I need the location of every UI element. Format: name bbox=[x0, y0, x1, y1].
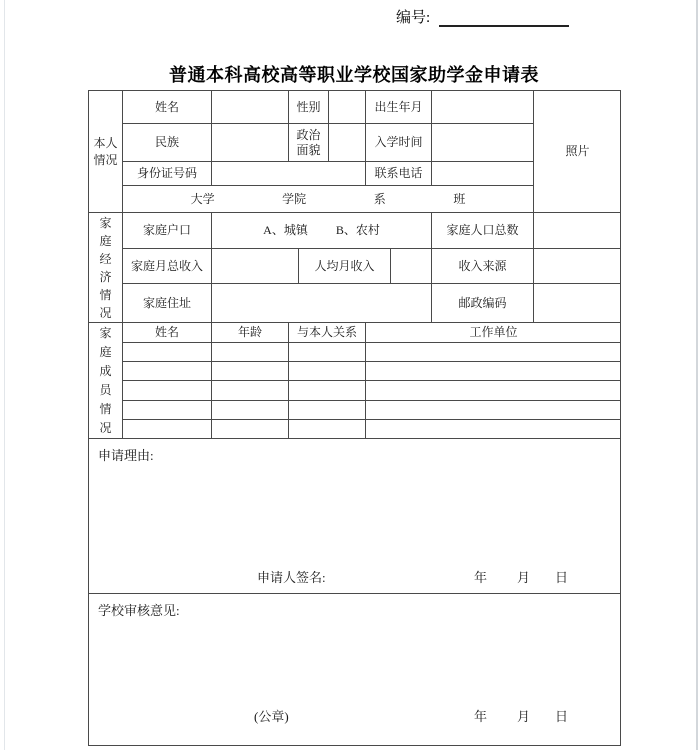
id-label-cell: 身份证号码 bbox=[123, 162, 212, 186]
member-row5-name-cell[interactable] bbox=[123, 420, 212, 439]
school-line-cell[interactable] bbox=[123, 186, 534, 213]
address-label-cell: 家庭住址 bbox=[123, 284, 212, 323]
member-row1-name-cell[interactable] bbox=[123, 343, 212, 362]
section-label-economy: 家庭经济情况 bbox=[89, 213, 123, 323]
population-input-cell[interactable] bbox=[534, 213, 621, 249]
member-row1-age-cell[interactable] bbox=[212, 343, 289, 362]
per-capita-input-cell[interactable] bbox=[391, 249, 432, 284]
member-row4-workplace-cell[interactable] bbox=[366, 401, 621, 420]
section-label-personal: 本人情况 bbox=[89, 91, 123, 213]
member-row4-age-cell[interactable] bbox=[212, 401, 289, 420]
member-row2-age-cell[interactable] bbox=[212, 362, 289, 381]
university-suffix: 大学 bbox=[190, 191, 215, 206]
gender-input-cell[interactable] bbox=[329, 91, 366, 124]
reason-section[interactable] bbox=[89, 439, 621, 594]
member-row3-age-cell[interactable] bbox=[212, 381, 289, 401]
signature-month-label: 月 bbox=[517, 570, 531, 585]
gender-label-cell: 性别 bbox=[289, 91, 329, 124]
ethnic-label-cell: 民族 bbox=[123, 124, 212, 162]
postcode-input-cell[interactable] bbox=[534, 284, 621, 323]
review-year-label: 年 bbox=[474, 709, 488, 724]
official-seal-label: (公章) bbox=[254, 709, 289, 724]
monthly-income-input-cell[interactable] bbox=[212, 249, 299, 284]
member-row2-workplace-cell[interactable] bbox=[366, 362, 621, 381]
member-header-relation: 与本人关系 bbox=[289, 323, 366, 343]
member-row5-age-cell[interactable] bbox=[212, 420, 289, 439]
member-row1-workplace-cell[interactable] bbox=[366, 343, 621, 362]
application-form-table bbox=[88, 90, 621, 746]
review-section[interactable] bbox=[89, 594, 621, 746]
enroll-input-cell[interactable] bbox=[432, 124, 534, 162]
college-suffix: 学院 bbox=[282, 191, 307, 206]
member-row2-name-cell[interactable] bbox=[123, 362, 212, 381]
member-row1-relation-cell[interactable] bbox=[289, 343, 366, 362]
birth-label-cell: 出生年月 bbox=[366, 91, 432, 124]
political-label-cell: 政治面貌 bbox=[289, 124, 329, 162]
member-row3-workplace-cell[interactable] bbox=[366, 381, 621, 401]
page-title: 普通本科高校高等职业学校国家助学金申请表 bbox=[169, 65, 539, 85]
member-row4-name-cell[interactable] bbox=[123, 401, 212, 420]
signature-day-label: 日 bbox=[555, 570, 569, 585]
name-label-cell: 姓名 bbox=[123, 91, 212, 124]
class-suffix: 班 bbox=[453, 191, 466, 206]
income-source-input-cell[interactable] bbox=[534, 249, 621, 284]
page-right-edge bbox=[696, 0, 698, 750]
ethnic-input-cell[interactable] bbox=[212, 124, 289, 162]
birth-input-cell[interactable] bbox=[432, 91, 534, 124]
member-header-workplace: 工作单位 bbox=[366, 323, 621, 343]
postcode-label-cell: 邮政编码 bbox=[432, 284, 534, 323]
member-row4-relation-cell[interactable] bbox=[289, 401, 366, 420]
serial-underline[interactable] bbox=[439, 8, 569, 27]
signature-label: 申请人签名: bbox=[257, 570, 326, 585]
section-label-members: 家庭成员情况 bbox=[89, 323, 123, 439]
hukou-options-cell[interactable] bbox=[212, 213, 432, 249]
photo-label: 照片 bbox=[565, 144, 590, 158]
page-left-edge bbox=[4, 0, 5, 750]
department-suffix: 系 bbox=[373, 191, 386, 206]
review-label: 学校审核意见: bbox=[98, 603, 180, 618]
per-capita-label-cell: 人均月收入 bbox=[299, 249, 391, 284]
serial-number-row bbox=[396, 6, 569, 27]
photo-cell[interactable] bbox=[534, 91, 621, 213]
serial-label: 编号: bbox=[396, 10, 431, 26]
signature-year-label: 年 bbox=[474, 570, 488, 585]
member-header-age: 年龄 bbox=[212, 323, 289, 343]
id-input-cell[interactable] bbox=[212, 162, 366, 186]
enroll-label-cell: 入学时间 bbox=[366, 124, 432, 162]
review-day-label: 日 bbox=[555, 709, 569, 724]
reason-label: 申请理由: bbox=[98, 448, 154, 463]
member-row5-relation-cell[interactable] bbox=[289, 420, 366, 439]
phone-label-cell: 联系电话 bbox=[366, 162, 432, 186]
political-input-cell[interactable] bbox=[329, 124, 366, 162]
monthly-income-label-cell: 家庭月总收入 bbox=[123, 249, 212, 284]
population-label-cell: 家庭人口总数 bbox=[432, 213, 534, 249]
member-row3-relation-cell[interactable] bbox=[289, 381, 366, 401]
review-month-label: 月 bbox=[517, 709, 531, 724]
hukou-label-cell: 家庭户口 bbox=[123, 213, 212, 249]
address-input-cell[interactable] bbox=[212, 284, 432, 323]
hukou-option-urban[interactable]: A、城镇 bbox=[263, 223, 308, 237]
name-input-cell[interactable] bbox=[212, 91, 289, 124]
income-source-label-cell: 收入来源 bbox=[432, 249, 534, 284]
member-row2-relation-cell[interactable] bbox=[289, 362, 366, 381]
member-header-name: 姓名 bbox=[123, 323, 212, 343]
phone-input-cell[interactable] bbox=[432, 162, 534, 186]
member-row5-workplace-cell[interactable] bbox=[366, 420, 621, 439]
hukou-option-rural[interactable]: B、农村 bbox=[335, 223, 380, 237]
member-row3-name-cell[interactable] bbox=[123, 381, 212, 401]
